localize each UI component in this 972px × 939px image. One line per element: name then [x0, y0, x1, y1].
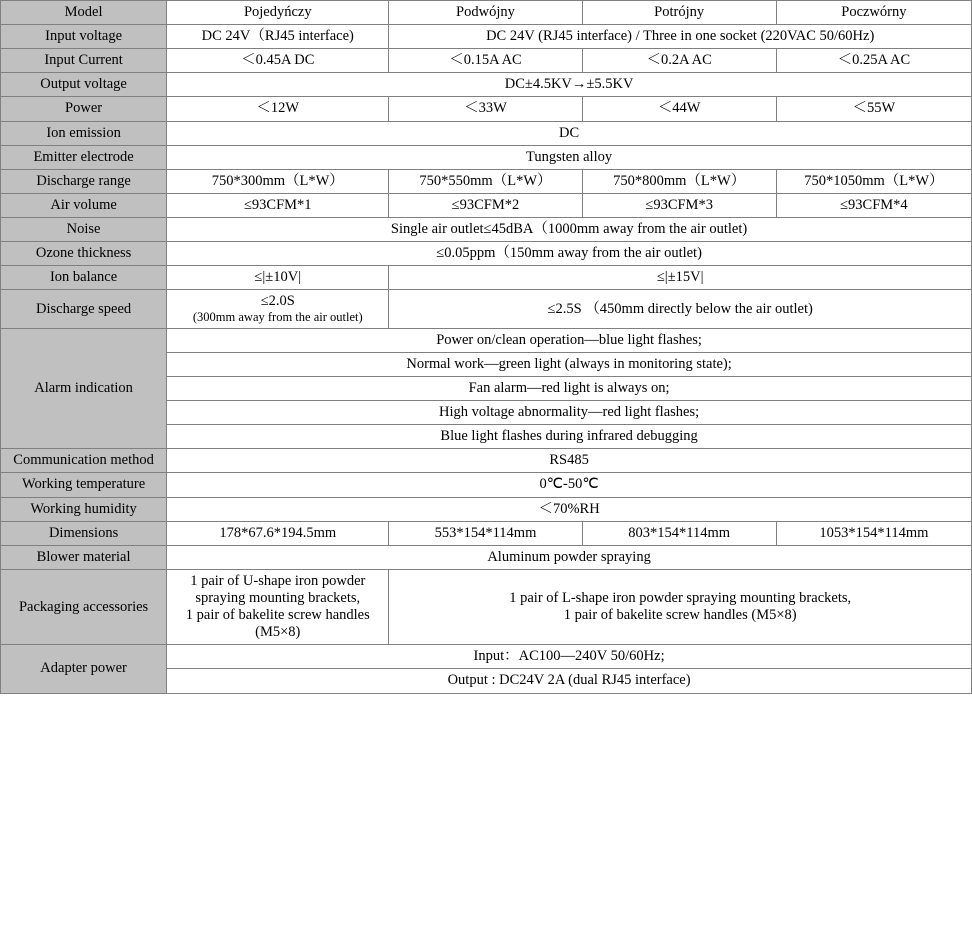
row-label: Discharge speed: [1, 290, 167, 328]
table-cell: ≤|±15V|: [389, 266, 972, 290]
table-row: [1, 193, 972, 217]
table-cell: Podwójny: [389, 1, 582, 25]
table-cell: Output : DC24V 2A (dual RJ45 interface): [167, 669, 972, 693]
table-row: [1, 545, 972, 569]
row-label: Dimensions: [1, 521, 167, 545]
table-cell: 803*154*114mm: [582, 521, 776, 545]
row-label: Blower material: [1, 545, 167, 569]
row-label: Alarm indication: [1, 328, 167, 449]
table-row: [1, 49, 972, 73]
cell-subtext: (300mm away from the air outlet): [192, 310, 363, 325]
table-cell: Potrójny: [582, 1, 776, 25]
table-cell: ＜0.2A AC: [582, 49, 776, 73]
table-row: [1, 145, 972, 169]
table-row: [1, 242, 972, 266]
table-row: [1, 266, 972, 290]
table-row: [1, 217, 972, 241]
row-label: Emitter electrode: [1, 145, 167, 169]
table-cell: ≤0.05ppm（150mm away from the air outlet): [167, 242, 972, 266]
row-label: Ozone thickness: [1, 242, 167, 266]
table-cell: DC 24V（RJ45 interface): [167, 25, 389, 49]
table-row: [1, 25, 972, 49]
table-cell: ≤2.5S （450mm directly below the air outlet): [389, 290, 972, 328]
table-cell: DC±4.5KV→±5.5KV: [167, 73, 972, 97]
table-cell: ＜0.45A DC: [167, 49, 389, 73]
row-label: Input Current: [1, 49, 167, 73]
row-label: Ion balance: [1, 266, 167, 290]
table-row: [1, 449, 972, 473]
table-cell: Tungsten alloy: [167, 145, 972, 169]
table-row: [1, 1, 972, 25]
table-row: [1, 645, 972, 669]
table-cell: Pojedyńczy: [167, 1, 389, 25]
table-cell: ＜44W: [582, 97, 776, 121]
table-cell: Poczwórny: [776, 1, 971, 25]
row-label: Ion emission: [1, 121, 167, 145]
table-cell: Input：AC100—240V 50/60Hz;: [167, 645, 972, 669]
table-row: [1, 521, 972, 545]
table-row: [1, 290, 972, 328]
table-cell: ≤93CFM*1: [167, 193, 389, 217]
table-cell: Power on/clean operation—blue light flashes;: [167, 328, 972, 352]
table-cell: ≤2.0S (300mm away from the air outlet): [167, 290, 389, 328]
table-cell: ≤93CFM*4: [776, 193, 971, 217]
table-cell: ＜55W: [776, 97, 971, 121]
table-cell: ＜33W: [389, 97, 582, 121]
row-label: Working temperature: [1, 473, 167, 497]
table-cell: Fan alarm—red light is always on;: [167, 377, 972, 401]
row-label: Working humidity: [1, 497, 167, 521]
table-cell: 750*300mm（L*W）: [167, 169, 389, 193]
table-cell: 0℃-50℃: [167, 473, 972, 497]
row-label: Input voltage: [1, 25, 167, 49]
table-cell: Blue light flashes during infrared debugging: [167, 425, 972, 449]
table-cell: Normal work—green light (always in monitoring state);: [167, 352, 972, 376]
table-row: [1, 121, 972, 145]
row-label: Noise: [1, 217, 167, 241]
table-cell: 1053*154*114mm: [776, 521, 971, 545]
table-row: [1, 169, 972, 193]
row-label: Communication method: [1, 449, 167, 473]
table-cell: 553*154*114mm: [389, 521, 582, 545]
table-cell: ≤93CFM*3: [582, 193, 776, 217]
table-cell: Aluminum powder spraying: [167, 545, 972, 569]
row-label: Model: [1, 1, 167, 25]
table-cell: 750*1050mm（L*W）: [776, 169, 971, 193]
table-row: [1, 97, 972, 121]
table-cell: ＜70%RH: [167, 497, 972, 521]
table-cell: ＜12W: [167, 97, 389, 121]
table-cell: ＜0.25A AC: [776, 49, 971, 73]
row-label: Adapter power: [1, 645, 167, 693]
table-cell: 750*800mm（L*W）: [582, 169, 776, 193]
row-label: Packaging accessories: [1, 569, 167, 644]
table-cell: 1 pair of U-shape iron powder spraying mounting brackets, 1 pair of bakelite screw handles (M5×8): [167, 569, 389, 644]
row-label: Output voltage: [1, 73, 167, 97]
table-cell: 750*550mm（L*W）: [389, 169, 582, 193]
table-row: [1, 473, 972, 497]
table-cell: ≤93CFM*2: [389, 193, 582, 217]
table-row: [1, 497, 972, 521]
table-cell: ≤|±10V|: [167, 266, 389, 290]
table-row: [1, 569, 972, 644]
table-cell: 178*67.6*194.5mm: [167, 521, 389, 545]
table-cell: High voltage abnormality—red light flashes;: [167, 401, 972, 425]
row-label: Air volume: [1, 193, 167, 217]
row-label: Discharge range: [1, 169, 167, 193]
table-cell: ＜0.15A AC: [389, 49, 582, 73]
table-cell: DC 24V (RJ45 interface) / Three in one socket (220VAC 50/60Hz): [389, 25, 972, 49]
table-cell: DC: [167, 121, 972, 145]
table-cell: Single air outlet≤45dBA（1000mm away from the air outlet): [167, 217, 972, 241]
table-row: [1, 328, 972, 352]
table-cell: 1 pair of L-shape iron powder spraying mounting brackets, 1 pair of bakelite screw handles (M5×8): [389, 569, 972, 644]
table-row: [1, 73, 972, 97]
row-label: Power: [1, 97, 167, 121]
table-cell: RS485: [167, 449, 972, 473]
